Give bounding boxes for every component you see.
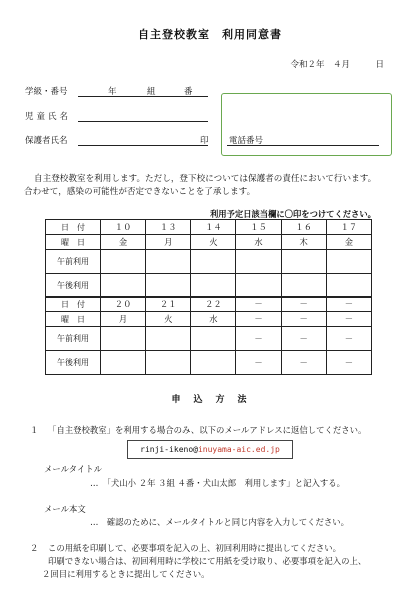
table-row-days bbox=[46, 235, 372, 250]
apply-heading: 申 込 方 法 bbox=[171, 395, 249, 405]
date-cell: － bbox=[281, 297, 326, 312]
date-cell: ２２ bbox=[191, 297, 236, 312]
document-date: 令和２年 ４月 日 bbox=[290, 60, 384, 70]
step-1-text: 「自主登校教室」を利用する場合のみ、以下のメールアドレスに返信してください。 bbox=[48, 425, 367, 435]
mark-cell[interactable] bbox=[146, 327, 191, 351]
day-cell: 火 bbox=[191, 235, 236, 250]
schedule-table-week1 bbox=[45, 219, 372, 298]
consent-line-2: 合わせて，感染の可能性が否定できないことを了承します。 bbox=[24, 187, 256, 197]
mail-title-label: メールタイトル bbox=[44, 464, 102, 474]
step-2-line-3: ２回目に利用するときに提出してください。 bbox=[42, 569, 210, 579]
mark-cell[interactable] bbox=[191, 327, 236, 351]
dash-cell: － bbox=[281, 327, 326, 351]
mail-title-example: … 「犬山小 ２年 ３組 ４番・犬山太郎 利用します」と記入する。 bbox=[90, 478, 346, 488]
table-row-days bbox=[46, 312, 372, 327]
mark-cell[interactable] bbox=[281, 274, 326, 298]
class-year-label: 年 bbox=[108, 87, 117, 97]
date-cell: １３ bbox=[146, 220, 191, 235]
pm-header: 午後利用 bbox=[46, 274, 101, 298]
mark-cell[interactable] bbox=[191, 274, 236, 298]
schedule-table-week2 bbox=[45, 296, 372, 375]
am-header: 午前利用 bbox=[46, 250, 101, 274]
table-row-dates bbox=[46, 220, 372, 235]
step-2-line-1: この用紙を印刷して、必要事項を記入の上、初回利用時に提出してください。 bbox=[48, 543, 341, 553]
day-cell: 月 bbox=[101, 312, 146, 327]
date-cell: １４ bbox=[191, 220, 236, 235]
day-cell: － bbox=[236, 312, 281, 327]
pm-header: 午後利用 bbox=[46, 351, 101, 375]
mark-cell[interactable] bbox=[326, 274, 371, 298]
mark-cell[interactable] bbox=[101, 274, 146, 298]
am-header: 午前利用 bbox=[46, 327, 101, 351]
phone-label: 電話番号 bbox=[229, 136, 264, 146]
phone-line[interactable] bbox=[227, 145, 379, 146]
table-row-am bbox=[46, 250, 372, 274]
mark-cell[interactable] bbox=[146, 274, 191, 298]
date-cell: １０ bbox=[101, 220, 146, 235]
date-cell: － bbox=[236, 297, 281, 312]
day-cell: － bbox=[281, 312, 326, 327]
dash-cell: － bbox=[236, 351, 281, 375]
day-header: 曜 日 bbox=[46, 235, 101, 250]
day-header: 曜 日 bbox=[46, 312, 101, 327]
seal-mark: 印 bbox=[200, 136, 209, 146]
mark-cell[interactable] bbox=[191, 351, 236, 375]
day-cell: 水 bbox=[236, 235, 281, 250]
mark-cell[interactable] bbox=[191, 250, 236, 274]
day-cell: － bbox=[326, 312, 371, 327]
date-cell: ２０ bbox=[101, 297, 146, 312]
day-cell: 火 bbox=[146, 312, 191, 327]
dash-cell: － bbox=[281, 351, 326, 375]
day-cell: 金 bbox=[101, 235, 146, 250]
step-2-line-2: 印刷できない場合は、初回利用時に学校にて用紙を受け取り、必要事項を記入の上、 bbox=[48, 556, 367, 566]
step-2-number: ２ bbox=[30, 543, 39, 553]
date-cell: ２１ bbox=[146, 297, 191, 312]
email-user: rinji-ikeno@ bbox=[140, 445, 198, 454]
mark-cell[interactable] bbox=[326, 250, 371, 274]
mark-cell[interactable] bbox=[236, 274, 281, 298]
document-title: 自主登校教室 利用同意書 bbox=[138, 28, 282, 41]
day-cell: 水 bbox=[191, 312, 236, 327]
table-row-dates bbox=[46, 297, 372, 312]
date-header: 日 付 bbox=[46, 297, 101, 312]
mark-cell[interactable] bbox=[101, 250, 146, 274]
mark-cell[interactable] bbox=[146, 351, 191, 375]
class-num-label: 番 bbox=[184, 87, 193, 97]
step-1-number: １ bbox=[30, 425, 39, 435]
guardian-name-label: 保護者氏名 bbox=[25, 136, 68, 146]
email-address-box[interactable] bbox=[127, 440, 293, 459]
mark-cell[interactable] bbox=[236, 250, 281, 274]
child-name-line[interactable] bbox=[78, 121, 208, 122]
class-group-label: 組 bbox=[147, 87, 156, 97]
day-cell: 木 bbox=[281, 235, 326, 250]
mail-body-example: … 確認のために、メールタイトルと同じ内容を入力してください。 bbox=[90, 517, 349, 527]
guardian-name-line[interactable] bbox=[78, 145, 208, 146]
phone-box bbox=[221, 93, 392, 156]
day-cell: 金 bbox=[326, 235, 371, 250]
table-row-am bbox=[46, 327, 372, 351]
child-name-label: 児童氏名 bbox=[25, 112, 72, 122]
dash-cell: － bbox=[236, 327, 281, 351]
table-row-pm bbox=[46, 274, 372, 298]
dash-cell: － bbox=[326, 351, 371, 375]
day-cell: 月 bbox=[146, 235, 191, 250]
date-cell: １５ bbox=[236, 220, 281, 235]
date-cell: １６ bbox=[281, 220, 326, 235]
table-row-pm bbox=[46, 351, 372, 375]
date-cell: － bbox=[326, 297, 371, 312]
schedule-note: 利用予定日該当欄に〇印をつけてください。 bbox=[210, 209, 376, 219]
dash-cell: － bbox=[326, 327, 371, 351]
mark-cell[interactable] bbox=[101, 351, 146, 375]
mark-cell[interactable] bbox=[281, 250, 326, 274]
consent-line-1: 自主登校教室を利用します。ただし，登下校については保護者の責任において行います。 bbox=[34, 174, 377, 184]
class-number-label: 学級・番号 bbox=[25, 87, 68, 97]
mail-body-label: メール本文 bbox=[44, 504, 86, 514]
email-domain: inuyama-aic.ed.jp bbox=[197, 445, 280, 454]
mark-cell[interactable] bbox=[101, 327, 146, 351]
date-cell: １７ bbox=[326, 220, 371, 235]
date-header: 日 付 bbox=[46, 220, 101, 235]
mark-cell[interactable] bbox=[146, 250, 191, 274]
